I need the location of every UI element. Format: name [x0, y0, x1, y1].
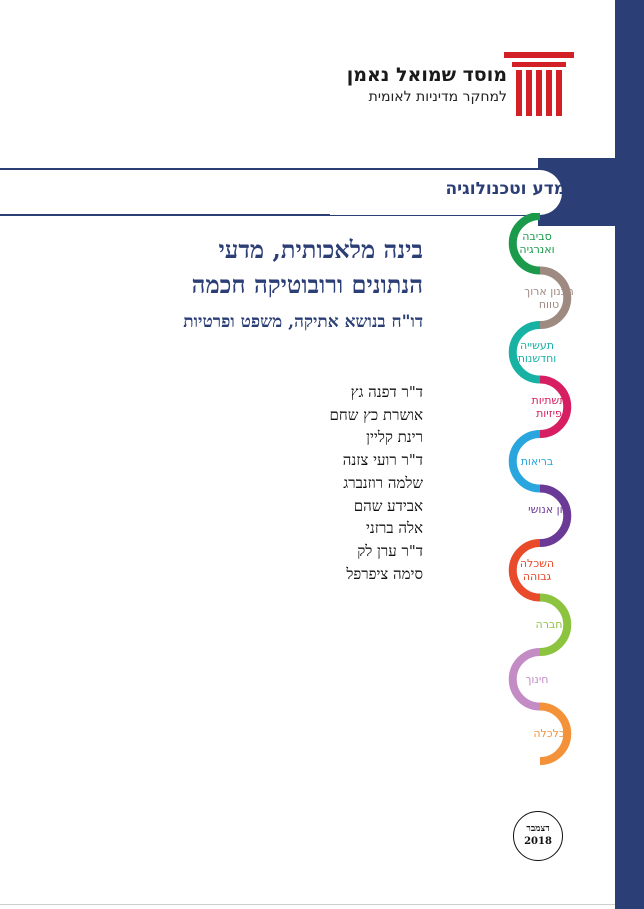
bottom-rule: [0, 904, 615, 905]
author: ד"ר רועי צזנה: [342, 451, 423, 470]
author: אלה ברזני: [365, 519, 423, 538]
institute-name: מוסד שמואל נאמן: [346, 64, 507, 86]
topic-label: סביבה ואנרגיה: [519, 230, 555, 257]
author: אושרת כץ שחם: [329, 405, 423, 424]
topic-label: תעשייה וחדשנות: [517, 339, 557, 366]
topic-label: תכנון ארוך טווח: [524, 284, 574, 311]
author-list: [329, 381, 423, 585]
date-year: 2018: [524, 836, 552, 847]
topic-label: חברה: [535, 618, 563, 632]
institute-tagline: למחקר מדיניות לאומית: [368, 89, 507, 105]
date-badge: [513, 811, 563, 861]
report-subtitle: דו"ח בנושא אתיקה, משפט ופרטיות: [183, 312, 423, 332]
topic-label: הון אנושי: [528, 502, 570, 516]
topic-label: חינוך: [525, 672, 549, 686]
topic-label: השכלה גבוהה: [519, 557, 555, 584]
topic-arc: [540, 489, 567, 544]
author: ד"ר דפנה גץ: [350, 383, 423, 401]
author: סימה ציפרפל: [346, 564, 423, 583]
author: אבידע שהם: [353, 496, 423, 515]
report-title-line-2: הנתונים ורובוטיקה חכמה: [191, 270, 423, 299]
author: שלמה רוזנברג: [343, 473, 423, 492]
topic-label: כלכלה: [533, 727, 565, 741]
category-label: מדע וטכנולוגיה: [445, 179, 566, 199]
side-stripe: [615, 0, 644, 909]
topic-wave: [495, 213, 595, 773]
date-month: דצמבר: [526, 824, 550, 834]
topic-label: תשתיות פיזיות: [531, 393, 567, 420]
author: רינת קליין: [366, 428, 423, 447]
topic-label: בריאות: [520, 454, 554, 468]
author: ד"ר ערן לק: [357, 541, 423, 560]
report-title-line-1: בינה מלאכותית, מדעי: [218, 235, 423, 264]
pillar-logo-icon: [504, 52, 574, 116]
